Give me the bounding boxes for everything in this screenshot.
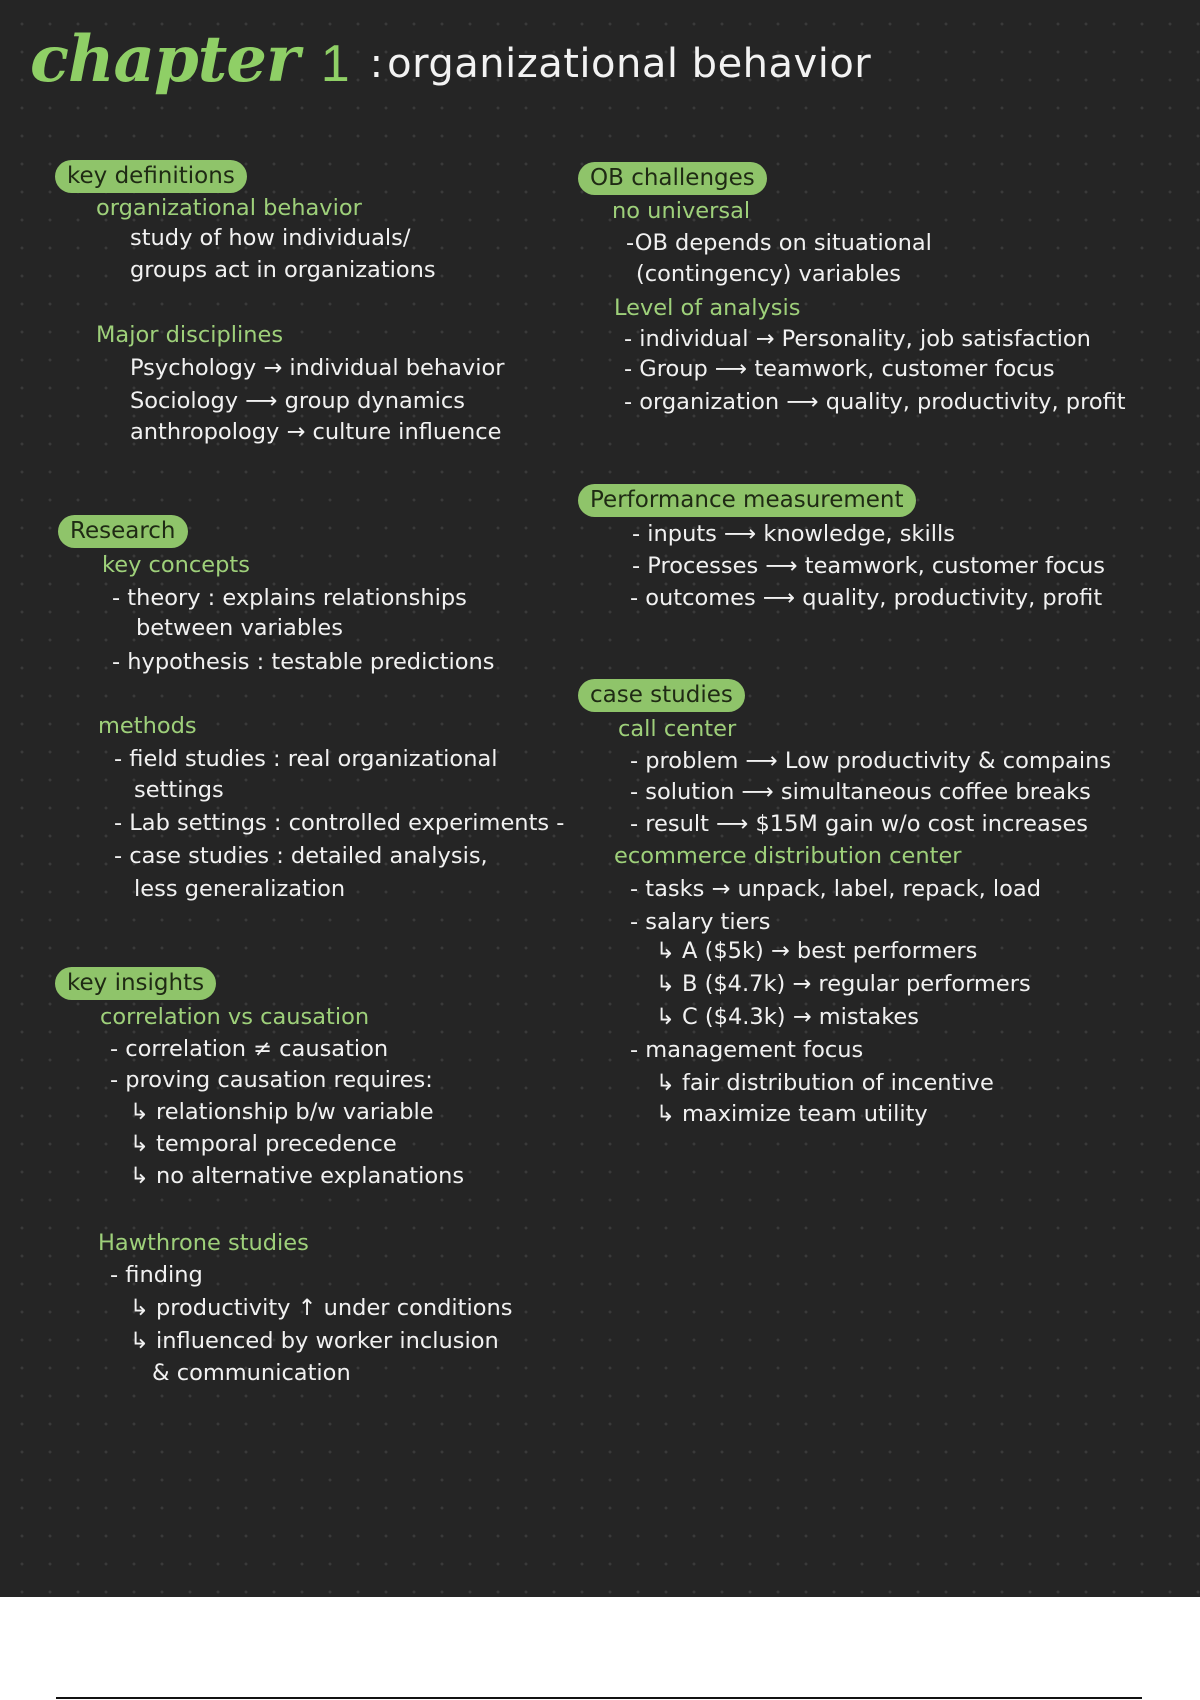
text-line: -OB depends on situational	[626, 230, 932, 256]
pill-key-insights: key insights	[55, 967, 216, 1000]
text-line: settings	[134, 777, 224, 803]
text-line: - organization ⟶ quality, productivity, profit	[624, 389, 1126, 415]
subheading-no-universal: no universal	[612, 198, 751, 224]
pill-performance-measurement: Performance measurement	[578, 484, 916, 517]
subheading-key-concepts: key concepts	[102, 552, 250, 578]
pill-case-studies: case studies	[578, 679, 745, 712]
pill-key-definitions: key definitions	[55, 160, 247, 193]
text-line: - inputs ⟶ knowledge, skills	[632, 521, 955, 547]
text-line: - individual → Personality, job satisfaction	[624, 326, 1091, 352]
title-chapter-number: 1	[320, 35, 350, 93]
text-line: ↳ A ($5k) → best performers	[656, 938, 978, 964]
text-line: - Processes ⟶ teamwork, customer focus	[632, 553, 1106, 579]
subheading-major-disciplines: Major disciplines	[96, 322, 284, 348]
text-line: ↳ relationship b/w variable	[130, 1099, 434, 1125]
bottom-rule	[56, 1697, 1142, 1699]
subheading-organizational-behavior: organizational behavior	[96, 195, 362, 221]
pill-research: Research	[58, 515, 188, 548]
subheading-ecommerce-distribution-center: ecommerce distribution center	[614, 843, 962, 869]
title-colon: :	[369, 41, 384, 87]
text-line: & communication	[152, 1360, 351, 1386]
text-line: - salary tiers	[630, 909, 771, 935]
text-line: - Group ⟶ teamwork, customer focus	[624, 356, 1055, 382]
text-line: - result ⟶ $15M gain w/o cost increases	[630, 811, 1089, 837]
page-title	[30, 22, 871, 122]
text-line: ↳ productivity ↑ under conditions	[130, 1295, 513, 1321]
subheading-level-of-analysis: Level of analysis	[614, 295, 801, 321]
text-line: ↳ B ($4.7k) → regular performers	[656, 971, 1031, 997]
title-subject: organizational behavior	[387, 41, 872, 87]
text-line: - management focus	[630, 1037, 864, 1063]
text-line: - proving causation requires:	[110, 1067, 433, 1093]
text-line: - field studies : real organizational	[114, 746, 498, 772]
title-chapter-word: chapter	[30, 22, 299, 97]
text-line: ↳ temporal precedence	[130, 1131, 397, 1157]
text-line: - Lab settings : controlled experiments -	[114, 810, 565, 836]
pill-ob-challenges: OB challenges	[578, 162, 767, 195]
text-line: study of how individuals/	[130, 225, 411, 251]
text-line: - case studies : detailed analysis,	[114, 843, 488, 869]
text-line: - hypothesis : testable predictions	[112, 649, 495, 675]
text-line: ↳ fair distribution of incentive	[656, 1070, 994, 1096]
text-line: Sociology ⟶ group dynamics	[130, 388, 466, 414]
subheading-correlation-vs-causation: correlation vs causation	[100, 1004, 370, 1030]
text-line: Psychology → individual behavior	[130, 355, 505, 381]
text-line: between variables	[136, 615, 343, 641]
text-line: - problem ⟶ Low productivity & compains	[630, 748, 1112, 774]
text-line: ↳ C ($4.3k) → mistakes	[656, 1004, 920, 1030]
text-line: (contingency) variables	[636, 261, 902, 287]
text-line: ↳ influenced by worker inclusion	[130, 1328, 499, 1354]
subheading-hawthrone-studies: Hawthrone studies	[98, 1230, 309, 1256]
text-line: - tasks → unpack, label, repack, load	[630, 876, 1041, 902]
text-line: less generalization	[134, 876, 346, 902]
text-line: - outcomes ⟶ quality, productivity, profit	[630, 585, 1103, 611]
text-line: ↳ maximize team utility	[656, 1101, 928, 1127]
text-line: groups act in organizations	[130, 257, 436, 283]
text-line: ↳ no alternative explanations	[130, 1163, 465, 1189]
text-line: - correlation ≠ causation	[110, 1036, 389, 1062]
subheading-methods: methods	[98, 713, 197, 739]
text-line: anthropology → culture influence	[130, 419, 502, 445]
subheading-call-center: call center	[618, 716, 737, 742]
text-line: - solution ⟶ simultaneous coffee breaks	[630, 779, 1091, 805]
text-line: - theory : explains relationships	[112, 585, 467, 611]
text-line: - finding	[110, 1262, 203, 1288]
